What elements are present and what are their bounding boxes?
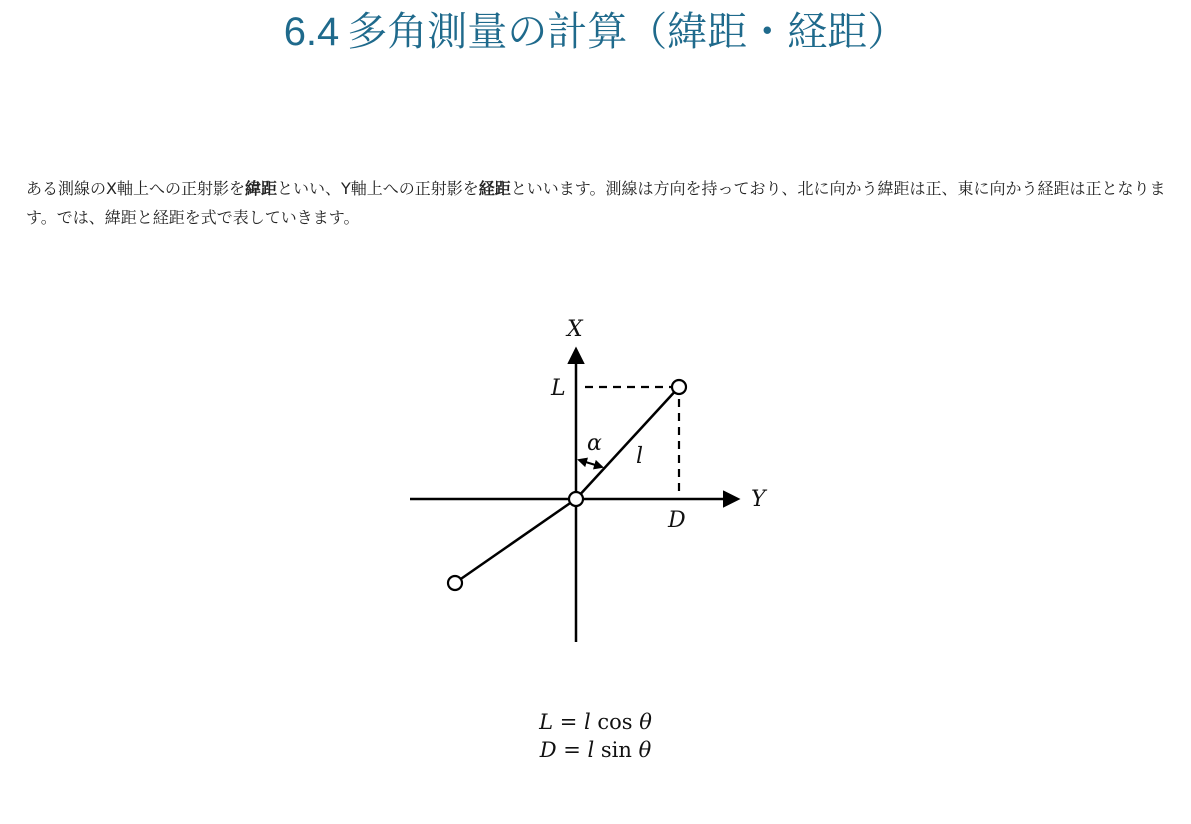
formula-block (0, 708, 1191, 764)
intro-text-2: といい、Y軸上への正射影を (276, 179, 479, 198)
formula-latitude: L = l cos θ (539, 710, 652, 734)
term-latitude: 緯距 (244, 179, 277, 198)
survey-line-backward (455, 499, 576, 583)
station-backward (448, 576, 462, 590)
y-axis-label: Y (751, 487, 766, 512)
latitude-departure-diagram (395, 305, 795, 650)
intro-text-3: といいます。測線は方向を持っており、北に向かう緯距は正、東に向かう経距は正となります。では、緯距と経距を式で表していきます。 (26, 179, 1166, 227)
line-length-label: l (636, 444, 644, 469)
x-axis-label: X (567, 317, 583, 342)
section-title-text: 多角測量の計算（緯距・経距） (347, 9, 908, 55)
alpha-label: α (587, 431, 602, 456)
departure-label: D (668, 508, 686, 533)
alpha-arrow (579, 460, 602, 467)
intro-paragraph (26, 174, 1166, 232)
station-forward (672, 380, 686, 394)
formula-departure: D = l sin θ (539, 738, 652, 762)
station-origin (569, 492, 583, 506)
page-title (0, 6, 1191, 58)
section-number: 6.4 (283, 10, 340, 54)
intro-text-1: ある測線のX軸上への正射影を (26, 179, 245, 198)
latitude-label: L (551, 376, 566, 401)
term-departure: 経距 (478, 179, 511, 198)
